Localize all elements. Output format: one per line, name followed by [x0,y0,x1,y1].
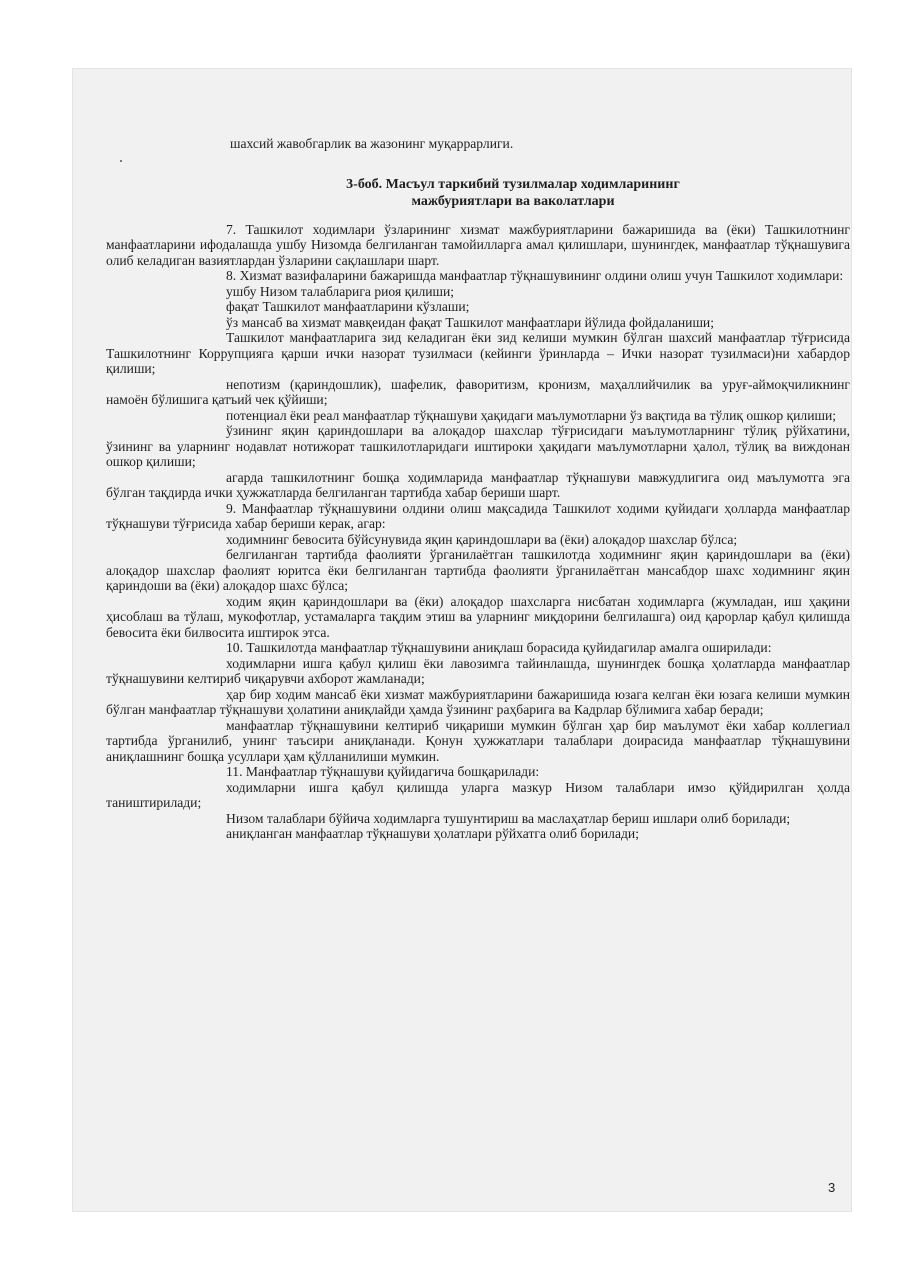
chapter-heading [106,176,850,210]
paragraph: аниқланган манфаатлар тўқнашуви ҳолатлари рўйхатга олиб борилади; [226,826,639,842]
paragraph: агарда ташкилотнинг бошқа ходимларида манфаатлар тўқнашуви мавжудлигига оид маълумотга эга бўлган тақдирда ички ҳужжатларда белгиланган тартибда хабар бериши шарт. [106,469,850,501]
page-number: 3 [828,1180,836,1195]
paragraph: манфаатлар тўқнашувини келтириб чиқариши мумкин бўлган ҳар бир маълумот ёки хабар коллегиал тартибда ўрганилиб, унинг таъсири аниқланади. Қонун ҳужжатлари талаблари доирасида манфаатлар тўқнашувини аниқлашнинг бошқа усуллари ҳам қўлланилиши мумкин. [106,717,850,764]
paragraph: фақат Ташкилот манфаатларини кўзлаши; [226,299,470,315]
paragraph: 10. Ташкилотда манфаатлар тўқнашувини аниқлаш борасида қуйидагилар амалга оширилади: [226,640,772,656]
paragraph: Ташкилот манфаатларига зид келадиган ёки зид келиши мумкин бўлган шахсий манфаатлар тўғрисида Ташкилотнинг Коррупцияга қарши ички назорат тузилмаси (кейинги ўринларда – Ички назорат тузилмаси)ни хабардор қилиши; [106,330,850,377]
paragraph: 7. Ташкилот ходимлари ўзларининг хизмат мажбуриятларини бажаришида ва (ёки) Ташкилотнинг манфаатларини ифодалашда ушбу Низомда белгиланган тамойилларга амал қилишлари, шунингдек, манфаатлар тўқнашувига олиб келадиган вазиятлардан ўзларини сақлашлари шарт. [106,221,850,268]
paragraph: ходимларни ишга қабул қилишда уларга мазкур Низом талаблари имзо қўйдирилган ҳолда таништирилади; [106,779,850,811]
paragraph: ҳар бир ходим мансаб ёки хизмат мажбуриятларини бажаришида юзага келган ёки юзага келиши мумкин бўлган манфаатлар тўқнашуви ҳолатини аниқлайди ҳамда ўзининг раҳбарига ва Кадрлар бўлимига хабар беради; [106,686,850,718]
paragraph: ходимнинг бевосита бўйсунувида яқин қариндошлари ва (ёки) алоқадор шахслар бўлса; [226,531,738,547]
chapter-heading-line-1: 3-боб. Масъул таркибий тузилмалар ходимларининг [346,176,680,192]
paragraph: потенциал ёки реал манфаатлар тўқнашуви ҳақидаги маълумотларни ўз вақтида ва тўлиқ ошкор қилиши; [226,407,836,423]
paragraph: Низом талаблари бўйича ходимларга тушунтириш ва маслаҳатлар бериш ишлари олиб борилади; [226,810,791,826]
paragraph: 8. Хизмат вазифаларини бажаришда манфаатлар тўқнашувининг олдини олиш учун Ташкилот ходимлари: [226,268,844,284]
paragraph: ўзининг яқин қариндошлари ва алоқадор шахслар тўғрисидаги маълумотларнинг тўлиқ рўйхатини, ўзининг ва уларнинг нодавлат нотижорат ташкилотларидаги иштироки ҳақидаги маълумотларни ҳалол, тўлиқ ва виждонан ошкор қилиши; [106,423,850,470]
paragraph: ушбу Низом талабларига риоя қилиши; [226,283,455,299]
paragraph: ходим яқин қариндошлари ва (ёки) алоқадор шахсларга нисбатан ходимларга (жумладан, иш ҳақини ҳисоблаш ва тўлаш, мукофотлар, устамаларга тақдим этиш ва уларнинг миқдорини белгилашга) оид қарорлар қабул қилишда бевосита ёки билвосита иштирок этса. [106,593,850,640]
paragraph: непотизм (қариндошлик), шафелик, фаворитизм, кронизм, маҳаллийчилик ва уруғ-аймоқчиликнинг намоён бўлишига қатъий чек қўйиши; [106,376,850,408]
document-body [106,136,850,842]
chapter-heading-line-2: мажбуриятлари ва ваколатлари [411,193,615,209]
paragraph: 11. Манфаатлар тўқнашуви қуйидагича бошқарилади: [226,764,540,780]
paragraph: белгиланган тартибда фаолияти ўрганилаётган ташкилотда ходимнинг яқин қариндошлари ва (ёки) алоқадор шахслар фаолият юритса ёки белгиланган тартибда фаолияти ўрганилаётган мансабдор шахс ходимнинг яқин қариндоши ва (ёки) алоқадор шахс бўлса; [106,547,850,594]
paragraph: ходимларни ишга қабул қилиш ёки лавозимга тайинлашда, шунингдек бошқа ҳолатларда манфаатлар тўқнашувини келтириб чиқарувчи ахборот жамланади; [106,655,850,687]
intro-line: шахсий жавобгарлик ва жазонинг муқаррарлиги. [230,136,514,151]
paragraph: 9. Манфаатлар тўқнашувини олдини олиш мақсадида Ташкилот ходими қуйидаги ҳолларда манфаатлар тўқнашуви тўғрисида хабар бериши керак, агар: [106,500,850,532]
paragraph: ўз мансаб ва хизмат мавқеидан фақат Ташкилот манфаатлари йўлида фойдаланиши; [226,314,714,330]
